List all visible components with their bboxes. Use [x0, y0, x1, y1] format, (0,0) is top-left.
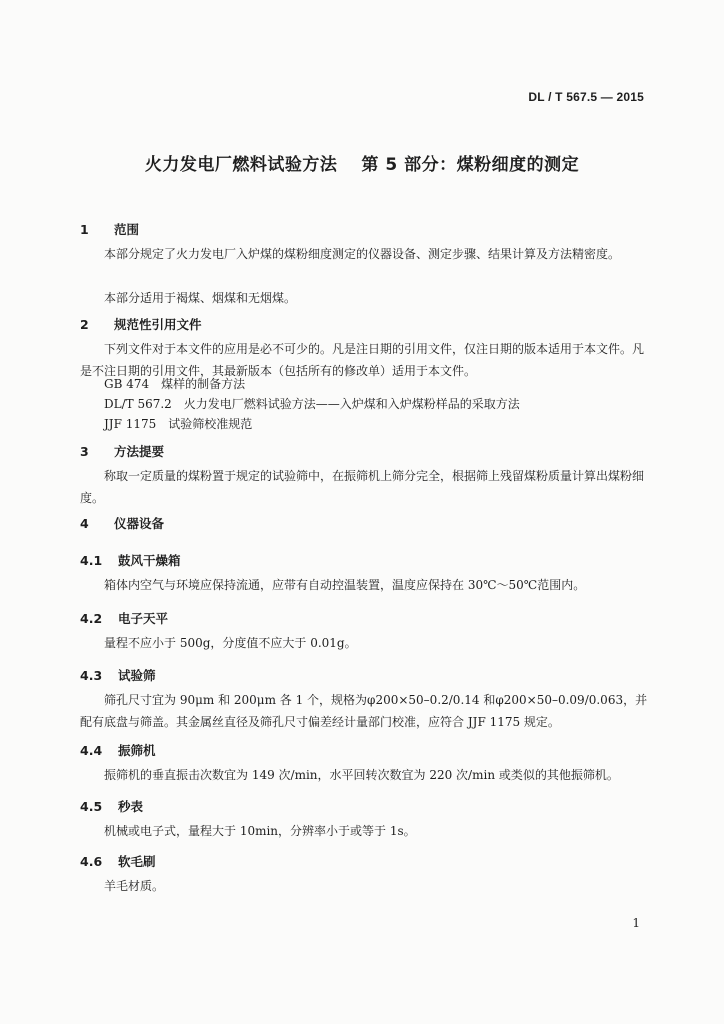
- title-part-2: 第 5 部分：煤粉细度的测定: [361, 155, 580, 175]
- paragraph: 本部分规定了火力发电厂入炉煤的煤粉细度测定的仪器设备、测定步骤、结果计算及方法精密度。: [104, 247, 621, 261]
- page-number: 1: [632, 916, 640, 930]
- subsection-4-1-heading: [80, 551, 181, 569]
- subsection-4-3-heading: [80, 666, 156, 684]
- document-title: [0, 150, 724, 175]
- subsection-title: 秒表: [118, 799, 144, 814]
- section-1-heading: [80, 220, 139, 238]
- paragraph: 羊毛材质。: [104, 879, 165, 893]
- standard-number: DL / T 567.5 — 2015: [528, 90, 644, 104]
- subsection-4-2-heading: [80, 609, 168, 627]
- paragraph: 振筛机的垂直振击次数宜为 149 次/min，水平回转次数宜为 220 次/min 或类似的其他振筛机。: [104, 768, 619, 782]
- subsection-title: 试验筛: [118, 668, 156, 683]
- reference-item: DL/T 567.2 火力发电厂燃料试验方法——入炉煤和入炉煤粉样品的采取方法: [104, 397, 520, 411]
- subsection-title: 鼓风干燥箱: [118, 553, 181, 568]
- section-title: 仪器设备: [114, 516, 165, 531]
- section-title: 方法提要: [114, 444, 165, 459]
- section-title: 范围: [114, 222, 140, 237]
- subsection-number: 4.4: [80, 743, 103, 758]
- subsection-number: 4.6: [80, 854, 103, 869]
- paragraph: 称取一定质量的煤粉置于规定的试验筛中，在振筛机上筛分完全，根据筛上残留煤粉质量计算出煤粉细度。: [80, 469, 645, 505]
- subsection-number: 4.1: [80, 553, 103, 568]
- subsection-number: 4.2: [80, 611, 103, 626]
- section-number: 1: [80, 222, 89, 237]
- paragraph: 机械或电子式，量程大于 10min，分辨率小于或等于 1s。: [104, 824, 416, 838]
- subsection-4-6-heading: [80, 852, 156, 870]
- section-number: 2: [80, 317, 89, 332]
- paragraph: 量程不应小于 500g，分度值不应大于 0.01g。: [104, 636, 357, 650]
- section-number: 4: [80, 516, 89, 531]
- paragraph: 筛孔尺寸宜为 90μm 和 200μm 各 1 个，规格为φ200×50–0.2/0.14 和φ200×50–0.09/0.063，并配有底盘与筛盖。其金属丝直径及筛孔尺寸偏差经计量部门校准，应符合 JJF 1175 规定。: [80, 693, 648, 729]
- section-3-heading: [80, 442, 164, 460]
- section-title: 规范性引用文件: [114, 317, 202, 332]
- reference-item: JJF 1175 试验筛校准规范: [104, 417, 253, 431]
- paragraph: 下列文件对于本文件的应用是必不可少的。凡是注日期的引用文件，仅注日期的版本适用于本文件。凡是不注日期的引用文件，其最新版本（包括所有的修改单）适用于本文件。: [80, 342, 645, 378]
- subsection-title: 电子天平: [118, 611, 169, 626]
- paragraph: 箱体内空气与环境应保持流通，应带有自动控温装置，温度应保持在 30℃～50℃范围内。: [104, 578, 586, 592]
- section-4-heading: [80, 514, 164, 532]
- subsection-title: 振筛机: [118, 743, 156, 758]
- subsection-title: 软毛刷: [118, 854, 156, 869]
- subsection-4-4-heading: [80, 741, 156, 759]
- section-2-heading: [80, 315, 202, 333]
- subsection-4-5-heading: [80, 797, 143, 815]
- title-part-1: 火力发电厂燃料试验方法: [144, 155, 338, 175]
- reference-item: GB 474 煤样的制备方法: [104, 377, 246, 391]
- subsection-number: 4.5: [80, 799, 103, 814]
- section-number: 3: [80, 444, 89, 459]
- paragraph: 本部分适用于褐煤、烟煤和无烟煤。: [104, 291, 297, 305]
- subsection-number: 4.3: [80, 668, 103, 683]
